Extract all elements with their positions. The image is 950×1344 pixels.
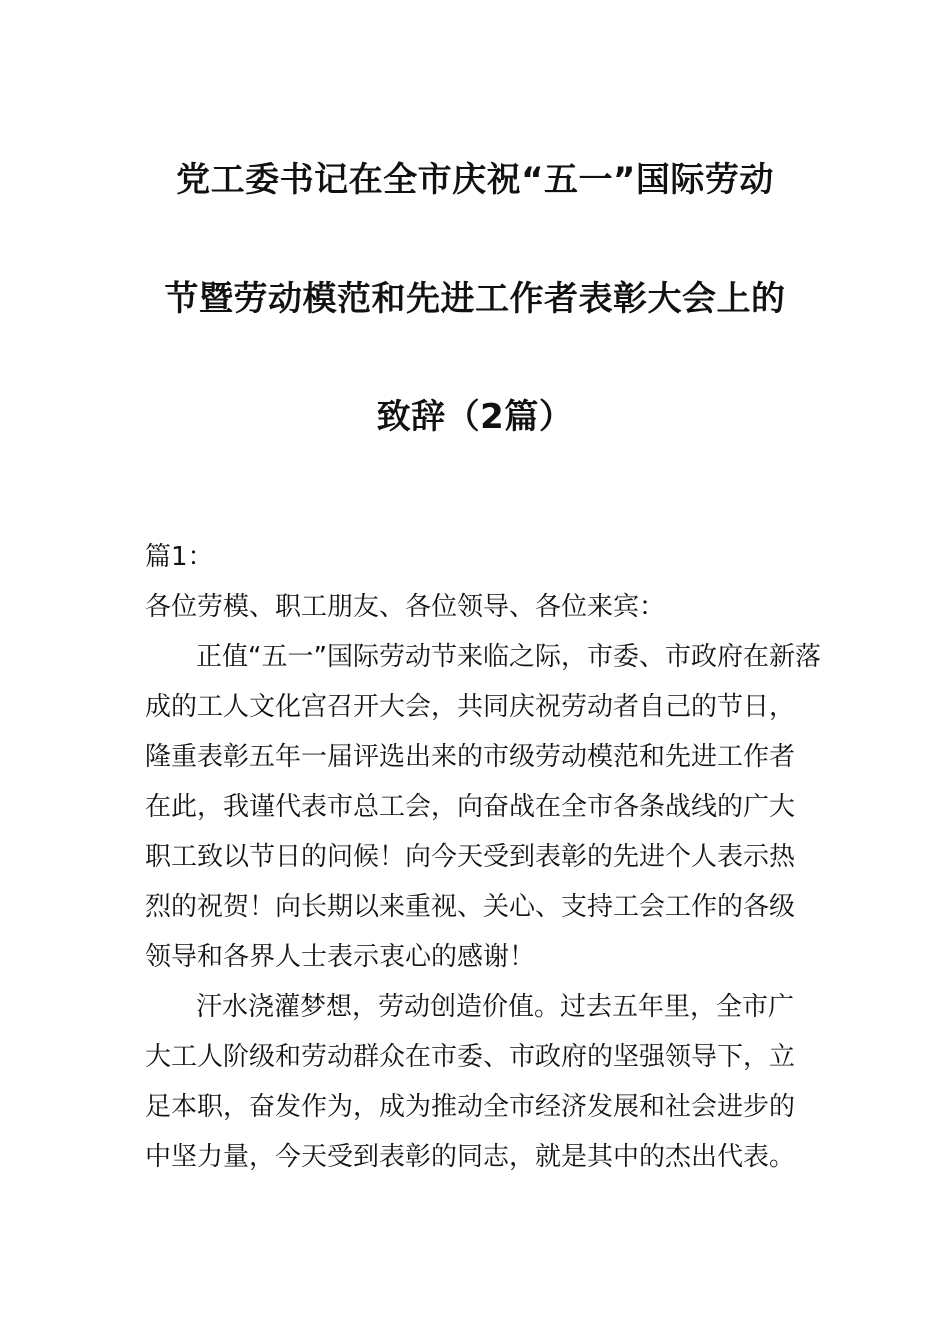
title-line-1: 党工委书记在全市庆祝“五一”国际劳动 [176,160,774,200]
paragraph-2-line-4: 中坚力量，今天受到表彰的同志，就是其中的杰出代表。 [145,1142,796,1172]
paragraph-2-line-1: 汗水浇灌梦想，劳动创造价值。过去五年里，全市广 [196,992,795,1022]
paragraph-1-line-4: 在此，我谨代表市总工会，向奋战在全市各条战线的广大 [145,792,796,822]
title-line-3: 致辞（2篇） [376,397,574,437]
paragraph-2-line-3: 足本职，奋发作为，成为推动全市经济发展和社会进步的 [145,1092,796,1122]
paragraph-1-line-7: 领导和各界人士表示衷心的感谢！ [145,942,536,972]
title-line-2: 节暨劳动模范和先进工作者表彰大会上的 [164,279,786,319]
section-label: 篇1： [145,542,214,572]
paragraph-1-line-6: 烈的祝贺！向长期以来重视、关心、支持工会工作的各级 [145,892,796,922]
paragraph-1-line-1: 正值“五一”国际劳动节来临之际，市委、市政府在新落 [196,642,821,672]
paragraph-1-line-5: 职工致以节日的问候！向今天受到表彰的先进个人表示热 [145,842,796,872]
salutation: 各位劳模、职工朋友、各位领导、各位来宾： [145,592,666,622]
paragraph-2-line-2: 大工人阶级和劳动群众在市委、市政府的坚强领导下，立 [145,1042,796,1072]
paragraph-1-line-3: 隆重表彰五年一届评选出来的市级劳动模范和先进工作者 [145,742,796,772]
paragraph-1-line-2: 成的工人文化宫召开大会，共同庆祝劳动者自己的节日， [145,692,796,722]
